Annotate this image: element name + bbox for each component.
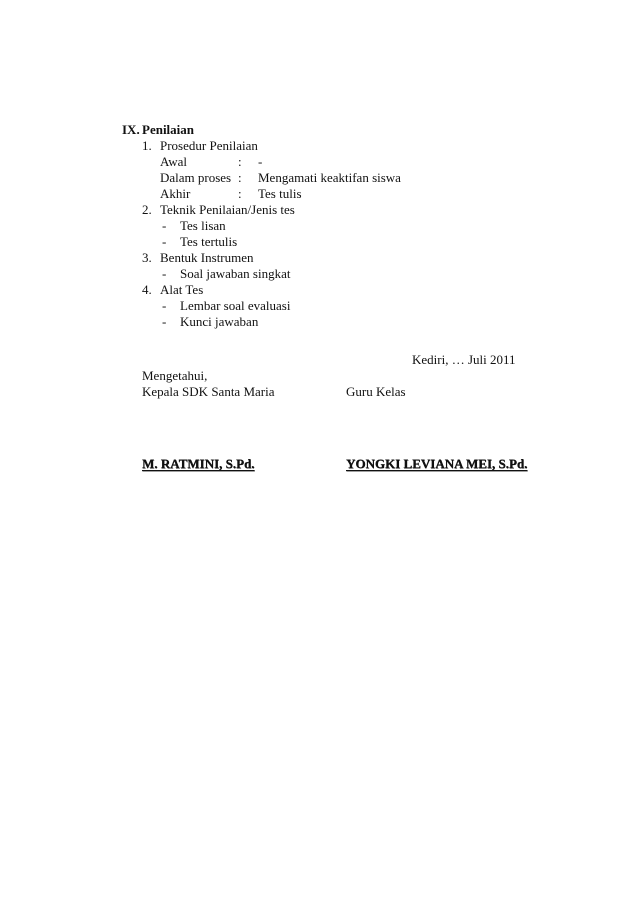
item-label: Prosedur Penilaian xyxy=(160,138,258,153)
item-number: 1. xyxy=(142,138,152,153)
principal-name: M. RATMINI, S.Pd. xyxy=(142,456,255,471)
bullet-dash: - xyxy=(162,266,167,281)
procedure-value: - xyxy=(258,154,263,169)
item-number: 3. xyxy=(142,250,152,265)
section-title: Penilaian xyxy=(142,122,195,137)
teacher-role: Guru Kelas xyxy=(346,384,406,399)
item-label: Alat Tes xyxy=(160,282,204,297)
item-number: 4. xyxy=(142,282,152,297)
procedure-key: Dalam proses xyxy=(160,170,232,185)
place-date: Kediri, … Juli 2011 xyxy=(412,352,516,367)
procedure-separator: : xyxy=(238,170,242,185)
item-label: Teknik Penilaian/Jenis tes xyxy=(160,202,295,217)
bullet-text: Tes lisan xyxy=(180,218,226,233)
bullet-text: Tes tertulis xyxy=(180,234,238,249)
bullet-dash: - xyxy=(162,218,167,233)
procedure-separator: : xyxy=(238,186,242,201)
acknowledged-label: Mengetahui, xyxy=(142,368,208,383)
teacher-name: YONGKI LEVIANA MEI, S.Pd. xyxy=(346,456,528,471)
bullet-dash: - xyxy=(162,298,167,313)
section-number: IX. xyxy=(122,122,140,137)
principal-role: Kepala SDK Santa Maria xyxy=(142,384,275,399)
procedure-value: Mengamati keaktifan siswa xyxy=(258,170,401,185)
procedure-key: Akhir xyxy=(160,186,191,201)
procedure-key: Awal xyxy=(160,154,187,169)
bullet-dash: - xyxy=(162,234,167,249)
bullet-text: Soal jawaban singkat xyxy=(180,266,291,281)
bullet-dash: - xyxy=(162,314,167,329)
item-number: 2. xyxy=(142,202,152,217)
item-label: Bentuk Instrumen xyxy=(160,250,254,265)
procedure-value: Tes tulis xyxy=(258,186,302,201)
bullet-text: Lembar soal evaluasi xyxy=(180,298,291,313)
bullet-text: Kunci jawaban xyxy=(180,314,259,329)
procedure-separator: : xyxy=(238,154,242,169)
